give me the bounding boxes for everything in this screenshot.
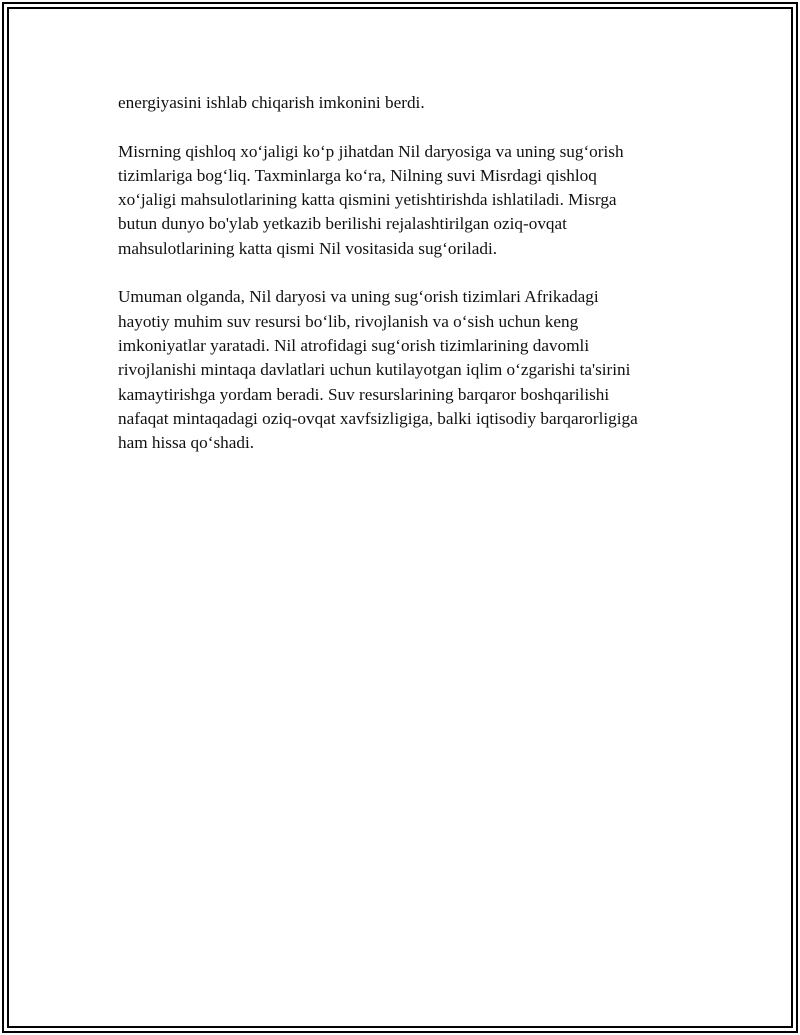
paragraph-spacer bbox=[118, 261, 698, 285]
paragraph-3-line-2: hayotiy muhim suv resursi bo‘lib, rivojlanish va o‘sish uchun keng bbox=[118, 311, 579, 331]
paragraph-3-line-5: kamaytirishga yordam beradi. Suv resurslarining barqaror boshqarilishi bbox=[118, 384, 610, 404]
paragraph-2 bbox=[118, 140, 698, 261]
paragraph-3-line-1: Umuman olganda, Nil daryosi va uning sug‘orish tizimlari Afrikadagi bbox=[118, 287, 599, 307]
paragraph-2-line-5: mahsulotlarining katta qismi Nil vositasida sug‘oriladi. bbox=[118, 238, 498, 258]
paragraph-spacer bbox=[118, 115, 698, 139]
paragraph-2-line-3: xo‘jaligi mahsulotlarining katta qismini yetishtirishda ishlatiladi. Misrga bbox=[118, 190, 617, 210]
paragraph-3 bbox=[118, 285, 698, 455]
paragraph-3-line-6: nafaqat mintaqadagi oziq-ovqat xavfsizligiga, balki iqtisodiy barqarorligiga bbox=[118, 408, 638, 428]
paragraph-2-line-2: tizimlariga bog‘liq. Taxminlarga ko‘ra, Nilning suvi Misrdagi qishloq bbox=[118, 165, 597, 185]
document-body bbox=[118, 91, 698, 455]
paragraph-3-line-7: ham hissa qo‘shadi. bbox=[118, 433, 255, 453]
paragraph-3-line-3: imkoniyatlar yaratadi. Nil atrofidagi sug‘orish tizimlarining davomli bbox=[118, 335, 590, 355]
paragraph-2-line-1: Misrning qishloq xo‘jaligi ko‘p jihatdan Nil daryosiga va uning sug‘orish bbox=[118, 141, 624, 161]
paragraph-3-line-4: rivojlanishi mintaqa davlatlari uchun kutilayotgan iqlim o‘zgarishi ta'sirini bbox=[118, 360, 631, 380]
paragraph-1 bbox=[118, 91, 698, 115]
paragraph-1-line-1: energiyasini ishlab chiqarish imkonini berdi. bbox=[118, 93, 425, 112]
paragraph-2-line-4: butun dunyo bo'ylab yetkazib berilishi rejalashtirilgan oziq-ovqat bbox=[118, 214, 567, 234]
